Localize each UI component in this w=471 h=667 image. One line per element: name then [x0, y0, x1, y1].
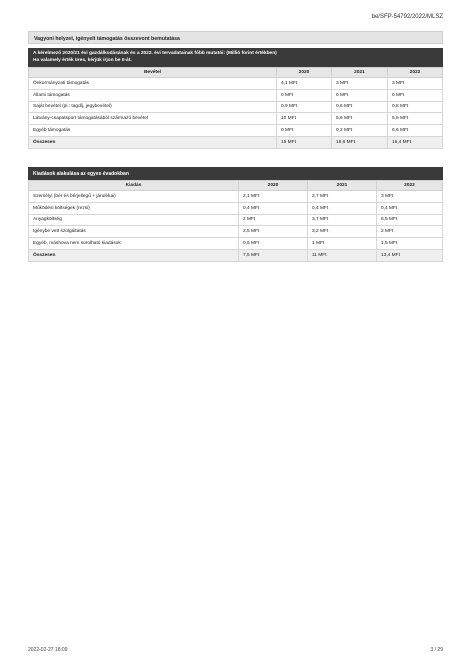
table-row — [29, 101, 443, 113]
note-line: Ha valamely érték üres, kérjük írjon be 0-át. — [33, 57, 132, 63]
table-header-row — [29, 68, 443, 78]
cell-value: 0 MFt — [277, 89, 332, 101]
cell-value: 2 MFt — [377, 226, 443, 238]
total-label: Összesen — [29, 249, 239, 261]
row-label: Önkormányzati támogatás — [29, 78, 277, 90]
cell-value: 0,9 MFt — [277, 101, 332, 113]
column-header: 2022 — [377, 181, 443, 191]
cell-value: 1,5 MFt — [377, 238, 443, 250]
row-label: Egyéb támogatás — [29, 125, 277, 137]
cell-value: 5,6 MFt — [332, 113, 388, 125]
total-value: 13,4 MFt — [377, 249, 443, 261]
cell-value: 6,6 MFt — [388, 125, 443, 137]
row-label: Személyi (bér és bérjellegű + járulékai) — [29, 191, 239, 203]
table-row — [29, 226, 443, 238]
cell-value: 10 MFt — [277, 113, 332, 125]
row-label: Egyéb, máshova nem sorolható kiadások — [29, 238, 239, 250]
cell-value: 0,5 MFt — [239, 238, 308, 250]
cell-value: 5,9 MFt — [388, 113, 443, 125]
cell-value: 3 MFt — [377, 191, 443, 203]
row-label: Igénybe vett szolgáltatás — [29, 226, 239, 238]
column-header: 2020 — [277, 68, 332, 78]
note-line: A kérelmező 2020/21 évi gazdálkodásának és a 2022. évi tervadatainak főbb mutatói: (Millió forint értékben) — [33, 51, 277, 56]
document-reference: be/SFP-54792/2022/MLSZ — [371, 14, 443, 20]
table-row — [29, 89, 443, 101]
total-value: 11 MFt — [308, 249, 377, 261]
table-row — [29, 78, 443, 90]
total-label: Összesen — [29, 136, 277, 148]
total-value: 7,5 MFt — [239, 249, 308, 261]
income-table — [28, 67, 443, 149]
column-header: 2020 — [239, 181, 308, 191]
footer-timestamp: 2022-02-27 18:09 — [28, 647, 68, 653]
cell-value: 2 MFt — [239, 214, 308, 226]
total-row — [29, 136, 443, 148]
cell-value: 9,2 MFt — [332, 125, 388, 137]
table-row — [29, 238, 443, 250]
column-header: 2022 — [388, 68, 443, 78]
table-row — [29, 191, 443, 203]
table-header-row — [29, 181, 443, 191]
total-row — [29, 249, 443, 261]
table-row — [29, 125, 443, 137]
cell-value: 3 MFt — [332, 78, 388, 90]
cell-value: 0,4 MFt — [239, 202, 308, 214]
section-title: Kiadások alakulása az egyes évadokban — [28, 167, 443, 180]
column-header: 2021 — [332, 68, 388, 78]
cell-value: 2,7 MFt — [308, 191, 377, 203]
cell-value: 0,8 MFt — [388, 101, 443, 113]
row-label: Látvány-csapatsport támogatásából származó bevétel — [29, 113, 277, 125]
page-number: 3 / 29 — [430, 647, 443, 653]
row-label: Működési költségek (rezsi) — [29, 202, 239, 214]
cell-value: 1 MFt — [308, 238, 377, 250]
cell-value: 0 MFt — [277, 125, 332, 137]
expenses-table — [28, 180, 443, 262]
cell-value: 0 MFt — [388, 89, 443, 101]
financial-summary-section — [28, 31, 443, 149]
cell-value: 2,5 MFt — [239, 226, 308, 238]
row-label: Saját bevétel (pl.: tagdíj, jegybevétel) — [29, 101, 277, 113]
table-row — [29, 113, 443, 125]
section-title: Vagyoni helyzet, igényelt támogatás összevont bemutatása — [28, 31, 443, 44]
expenses-section — [28, 167, 443, 262]
total-value: 18,6 MFt — [332, 136, 388, 148]
total-value: 15 MFt — [277, 136, 332, 148]
cell-value: 0,4 MFt — [377, 202, 443, 214]
section-note — [28, 48, 443, 67]
cell-value: 6,5 MFt — [377, 214, 443, 226]
cell-value: 0,6 MFt — [332, 101, 388, 113]
cell-value: 3 MFt — [388, 78, 443, 90]
column-header: Kiadás — [29, 181, 239, 191]
total-value: 16,4 MFt — [388, 136, 443, 148]
cell-value: 2,1 MFt — [239, 191, 308, 203]
row-label: Állami támogatás — [29, 89, 277, 101]
column-header: 2021 — [308, 181, 377, 191]
row-label: Anyagköltség — [29, 214, 239, 226]
cell-value: 3,7 MFt — [308, 214, 377, 226]
cell-value: 0,4 MFt — [308, 202, 377, 214]
table-row — [29, 202, 443, 214]
cell-value: 3,2 MFt — [308, 226, 377, 238]
column-header: Bevétel — [29, 68, 277, 78]
table-row — [29, 214, 443, 226]
cell-value: 4,1 MFt — [277, 78, 332, 90]
cell-value: 0 MFt — [332, 89, 388, 101]
